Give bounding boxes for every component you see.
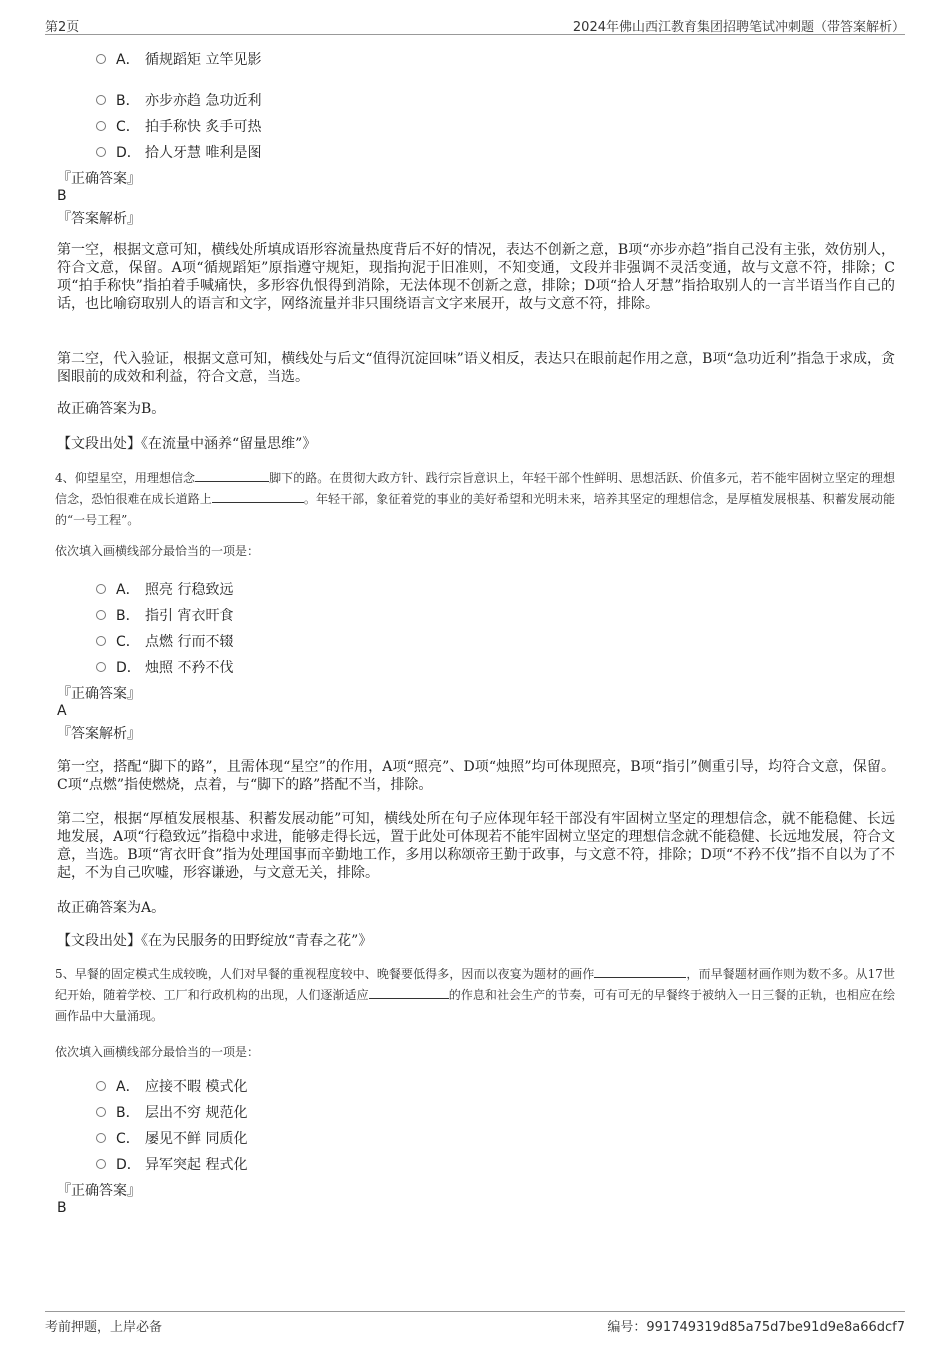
q4-analysis-paragraph-2: 第二空，根据“厚植发展根基、积蓄发展动能”可知，横线处所在句子应体现年轻干部没有牢固树立坚定的理想信念，就不能稳健、长远地发展，A项“行稳致远”指稳中求进，能够走得长远，置于此处可体现若不能牢固树立坚定的理想信念就不能稳健、长远地发展，符合文意，当选。B项“宵衣旰食”指为处理国事而辛勤地工作，多用以称颂帝王勤于政事，与文意不符，排除；D项“不矜不伐”指不自以为了不起，不为自己吹嘘，形容谦逊，与文意无关，排除。 (57, 811, 895, 881)
page-header (45, 14, 905, 35)
radio-icon[interactable] (96, 1107, 106, 1117)
q5-stem: 5、早餐的固定模式生成较晚，人们对早餐的重视程度较中、晚餐要低得多，因而以夜宴为题材的画作 ，而早餐题材画作则为数不多。从17世纪开始，随着学校、工厂和行政机构的出现，人们逐渐适应 的作息和社会生产的节奏，可有可无的早餐终于被纳入一日三餐的正轨，也相应在绘画作品中大量涌现。 (55, 967, 895, 1023)
q3-answer-label: 『正确答案』 (57, 171, 141, 187)
q5-answer-label: 『正确答案』 (57, 1183, 141, 1199)
q4-stem: 4、仰望星空，用理想信念 脚下的路。在贯彻大政方针、践行宗旨意识上，年轻干部个性鲜明、思想活跃、价值多元，若不能牢固树立坚定的理想信念，恐怕很难在成长道路上 。年轻干部，象征着党的事业的美好希望和光明未来，培养其坚定的理想信念，是厚植发展根基、积蓄发展动能的“一号工程”。 (55, 471, 895, 527)
radio-icon[interactable] (96, 662, 106, 672)
q3-analysis-paragraph-1: 第一空，根据文意可知，横线处所填成语形容流量热度背后不好的情况，表达不创新之意，B项“亦步亦趋”指自己没有主张，效仿别人，符合文意，保留。A项“循规蹈矩”原指遵守规矩，现指拘泥于旧准则，不知变通，文段并非强调不灵活变通，故与文意不符，排除；C项“拍手称快”指拍着手喊痛快，多形容仇恨得到消除，无法体现不创新之意，排除；D项“拾人牙慧”指拾取别人的一言半语当作自己的话，也比喻窃取别人的语言和文字，网络流量并非只围绕语言文字来展开，故与文意不符，排除。 (57, 242, 895, 312)
footer-slogan: 考前押题，上岸必备 (45, 1320, 163, 1335)
blank-line (594, 965, 686, 978)
radio-icon[interactable] (96, 95, 106, 105)
radio-icon[interactable] (96, 147, 106, 157)
q4-analysis-conclusion: 故正确答案为A。 (57, 900, 166, 916)
q4-source: 【文段出处】《在为民服务的田野绽放“青春之花”》 (57, 933, 373, 949)
q4-analysis-paragraph-1: 第一空，搭配“脚下的路”，且需体现“星空”的作用，A项“照亮”、D项“烛照”均可体现照亮，B项“指引”侧重引导，均符合文意，保留。C项“点燃”指使燃烧，点着，与“脚下的路”搭配不当，排除。 (57, 759, 895, 793)
q3-analysis-conclusion: 故正确答案为B。 (57, 401, 166, 417)
q3-answer: B (57, 188, 67, 204)
radio-icon[interactable] (96, 584, 106, 594)
radio-icon[interactable] (96, 54, 106, 64)
document-code: 编号：991749319d85a75d7be91d9e8a66dcf7 (607, 1320, 905, 1335)
radio-icon[interactable] (96, 1159, 106, 1169)
radio-icon[interactable] (96, 1081, 106, 1091)
page-number: 第2页 (45, 20, 80, 35)
q5-answer: B (57, 1200, 67, 1216)
radio-icon[interactable] (96, 610, 106, 620)
radio-icon[interactable] (96, 1133, 106, 1143)
page-footer (45, 1311, 905, 1334)
radio-icon[interactable] (96, 636, 106, 646)
q3-analysis-label: 『答案解析』 (57, 211, 141, 227)
q3-analysis-paragraph-2: 第二空，代入验证，根据文意可知，横线处与后文“值得沉淀回味”语义相反，表达只在眼前起作用之意，B项“急功近利”指急于求成，贪图眼前的成效和利益，符合文意，当选。 (57, 351, 895, 385)
q4-answer-label: 『正确答案』 (57, 686, 141, 702)
q4-analysis-label: 『答案解析』 (57, 726, 141, 742)
blank-line (369, 986, 449, 999)
blank-line (212, 490, 304, 503)
q5-prompt: 依次填入画横线部分最恰当的一项是： (55, 1045, 260, 1059)
blank-line (195, 469, 269, 482)
q3-source: 【文段出处】《在流量中涵养“留量思维”》 (57, 436, 317, 452)
radio-icon[interactable] (96, 121, 106, 131)
q4-answer: A (57, 703, 67, 719)
document-title: 2024年佛山西江教育集团招聘笔试冲刺题（带答案解析） (572, 20, 905, 35)
q4-prompt: 依次填入画横线部分最恰当的一项是： (55, 544, 260, 558)
